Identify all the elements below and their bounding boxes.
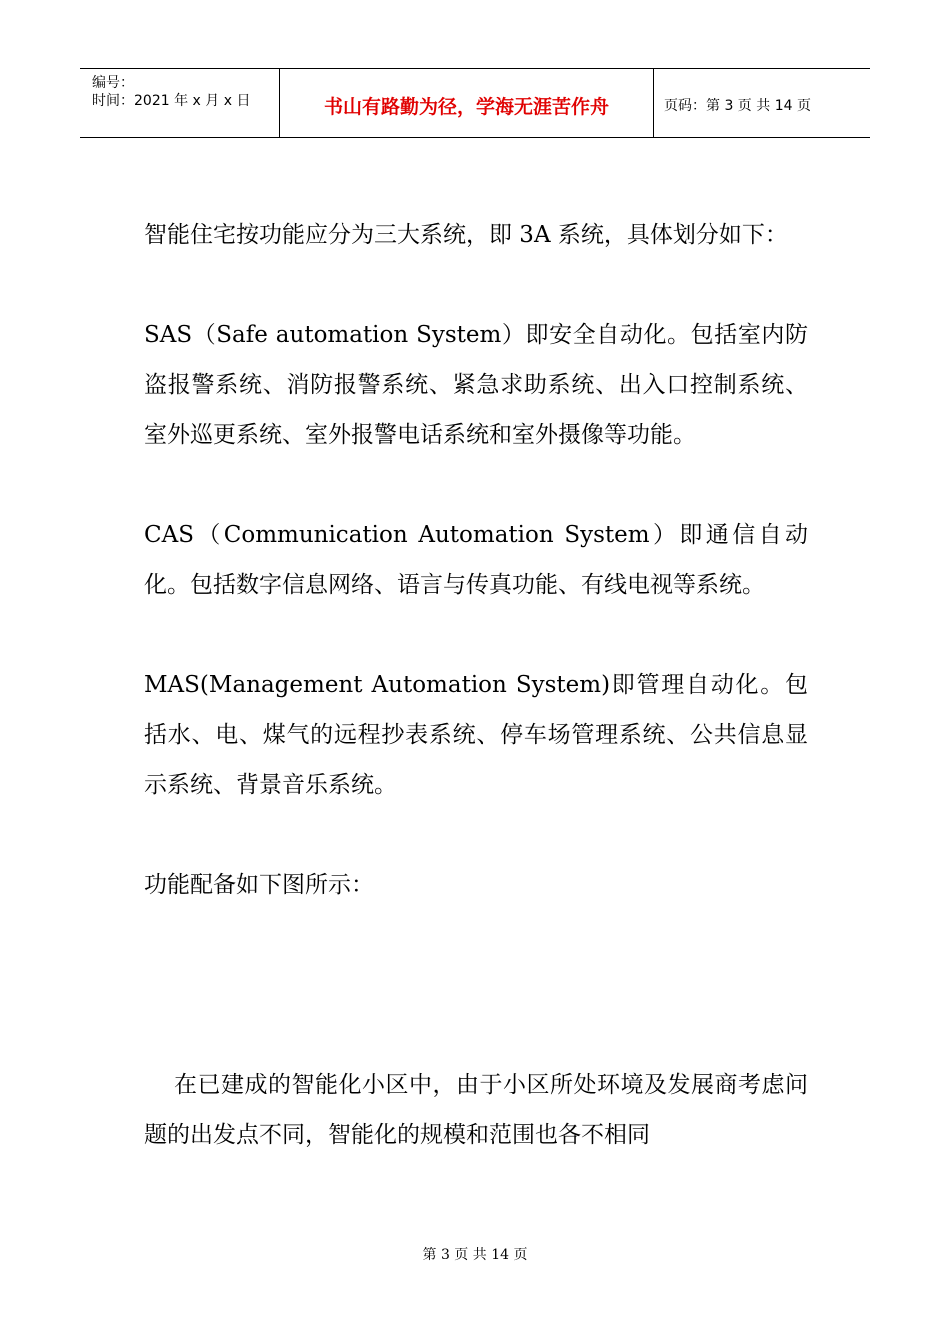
header-meta — [80, 69, 280, 137]
document-body — [144, 210, 808, 1160]
header-motto: 书山有路勤为径，学海无涯苦作舟 — [280, 69, 654, 137]
header-page-code: 页码：第 3 页 共 14 页 — [664, 98, 811, 114]
paragraph-cas: CAS（Communication Automation System）即通信自动化。包括数字信息网络、语言与传真功能、有线电视等系统。 — [144, 522, 808, 598]
paragraph-intro: 智能住宅按功能应分为三大系统，即 3A 系统，具体划分如下： — [144, 222, 788, 248]
document-date: 时间：2021 年 x 月 x 日 — [92, 93, 251, 109]
paragraph-sas: SAS（Safe automation System）即安全自动化。包括室内防盗报警系统、消防报警系统、紧急求助系统、出入口控制系统、室外巡更系统、室外报警电话系统和室外摄像等功能。 — [144, 322, 808, 448]
page-footer: 第 3 页 共 14 页 — [422, 1247, 528, 1263]
page-header — [80, 68, 870, 138]
document-number: 编号： — [92, 75, 134, 91]
paragraph-community: 在已建成的智能化小区中，由于小区所处环境及发展商考虑问题的出发点不同，智能化的规模和范围也各不相同 — [144, 1072, 808, 1148]
paragraph-mas: MAS(Management Automation System)即管理自动化。包括水、电、煤气的远程抄表系统、停车场管理系统、公共信息显示系统、背景音乐系统。 — [144, 672, 808, 798]
paragraph-figure-intro: 功能配备如下图所示： — [144, 872, 374, 898]
